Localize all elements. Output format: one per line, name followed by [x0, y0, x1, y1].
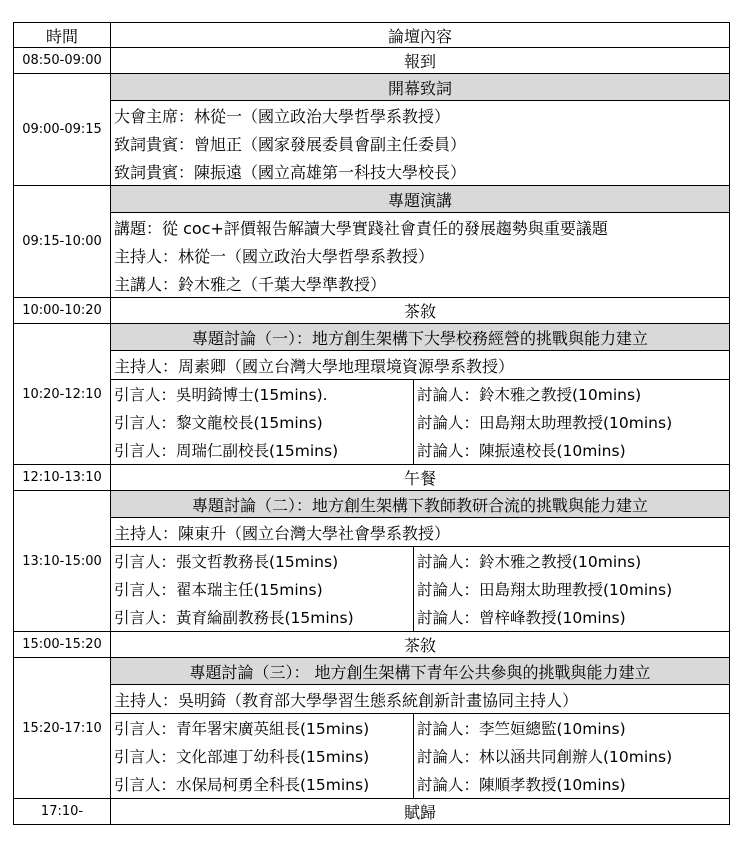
panel-speaker: 引言人：翟本瑞主任(15mins) — [111, 575, 414, 603]
panel-discussant: 討論人：曾梓峰教授(10mins) — [414, 603, 730, 632]
panel-discussant: 討論人：陳振遠校長(10mins) — [414, 436, 730, 465]
session-label: 賦歸 — [111, 799, 730, 825]
row-panel-1 — [14, 324, 730, 351]
row-lunch — [14, 465, 730, 491]
panel-discussant: 討論人：田島翔太助理教授(10mins) — [414, 575, 730, 603]
panel-host: 主持人：吳明錡（教育部大學學習生態系統創新計畫協同主持人） — [111, 685, 730, 714]
panel-speaker: 引言人：吳明錡博士(15mins). — [111, 380, 414, 409]
panel-speaker: 引言人：文化部連丁幼科長(15mins) — [111, 742, 414, 770]
session-title: 專題演講 — [111, 186, 730, 213]
time-cell: 09:15-10:00 — [14, 186, 111, 298]
opening-line: 致詞貴賓：曾旭正（國家發展委員會副主任委員） — [111, 129, 730, 157]
session-title: 開幕致詞 — [111, 74, 730, 101]
panel-discussant: 討論人：鈴木雅之教授(10mins) — [414, 547, 730, 576]
panel-speaker: 引言人：黃育綸副教務長(15mins) — [111, 603, 414, 632]
time-cell: 12:10-13:10 — [14, 465, 111, 491]
time-cell: 15:20-17:10 — [14, 658, 111, 799]
header-row — [14, 23, 730, 48]
panel-discussant: 討論人：陳順孝教授(10mins) — [414, 770, 730, 799]
session-label: 茶敘 — [111, 632, 730, 658]
panel-discussant: 討論人：林以涵共同創辦人(10mins) — [414, 742, 730, 770]
row-opening — [14, 74, 730, 101]
keynote-line: 主持人：林從一（國立政治大學哲學系教授） — [111, 241, 730, 269]
row-closing — [14, 799, 730, 825]
keynote-line: 講題：從 coc+評價報告解讀大學實踐社會責任的發展趨勢與重要議題 — [111, 213, 730, 242]
panel-speaker: 引言人：水保局柯勇全科長(15mins) — [111, 770, 414, 799]
row-registration — [14, 48, 730, 74]
session-label: 報到 — [111, 48, 730, 74]
time-cell: 08:50-09:00 — [14, 48, 111, 74]
header-time: 時間 — [14, 23, 111, 48]
keynote-line: 主講人：鈴木雅之（千葉大學準教授） — [111, 269, 730, 298]
panel-host: 主持人：陳東升（國立台灣大學社會學系教授） — [111, 518, 730, 547]
row-tea-1 — [14, 298, 730, 324]
panel-discussant: 討論人：鈴木雅之教授(10mins) — [414, 380, 730, 409]
session-title: 專題討論（三）： 地方創生架構下青年公共參與的挑戰與能力建立 — [111, 658, 730, 685]
session-title: 專題討論（一）：地方創生架構下大學校務經營的挑戰與能力建立 — [111, 324, 730, 351]
time-cell: 10:00-10:20 — [14, 298, 111, 324]
panel-speaker: 引言人：張文哲教務長(15mins) — [111, 547, 414, 576]
panel-discussant: 討論人：李竺姮總監(10mins) — [414, 714, 730, 743]
time-cell: 09:00-09:15 — [14, 74, 111, 186]
time-cell: 10:20-12:10 — [14, 324, 111, 465]
row-keynote — [14, 186, 730, 213]
panel-discussant: 討論人：田島翔太助理教授(10mins) — [414, 408, 730, 436]
agenda-table — [13, 22, 730, 825]
panel-speaker: 引言人：青年署宋廣英組長(15mins) — [111, 714, 414, 743]
header-content: 論壇內容 — [111, 23, 730, 48]
row-tea-2 — [14, 632, 730, 658]
row-panel-2 — [14, 491, 730, 518]
session-title: 專題討論（二）：地方創生架構下教師教研合流的挑戰與能力建立 — [111, 491, 730, 518]
opening-line: 大會主席：林從一（國立政治大學哲學系教授） — [111, 101, 730, 130]
panel-speaker: 引言人：周瑞仁副校長(15mins) — [111, 436, 414, 465]
session-label: 茶敘 — [111, 298, 730, 324]
row-panel-3 — [14, 658, 730, 685]
panel-speaker: 引言人：黎文龍校長(15mins) — [111, 408, 414, 436]
session-label: 午餐 — [111, 465, 730, 491]
time-cell: 15:00-15:20 — [14, 632, 111, 658]
time-cell: 17:10- — [14, 799, 111, 825]
panel-host: 主持人：周素卿（國立台灣大學地理環境資源學系教授） — [111, 351, 730, 380]
opening-line: 致詞貴賓：陳振遠（國立高雄第一科技大學校長） — [111, 157, 730, 186]
time-cell: 13:10-15:00 — [14, 491, 111, 632]
